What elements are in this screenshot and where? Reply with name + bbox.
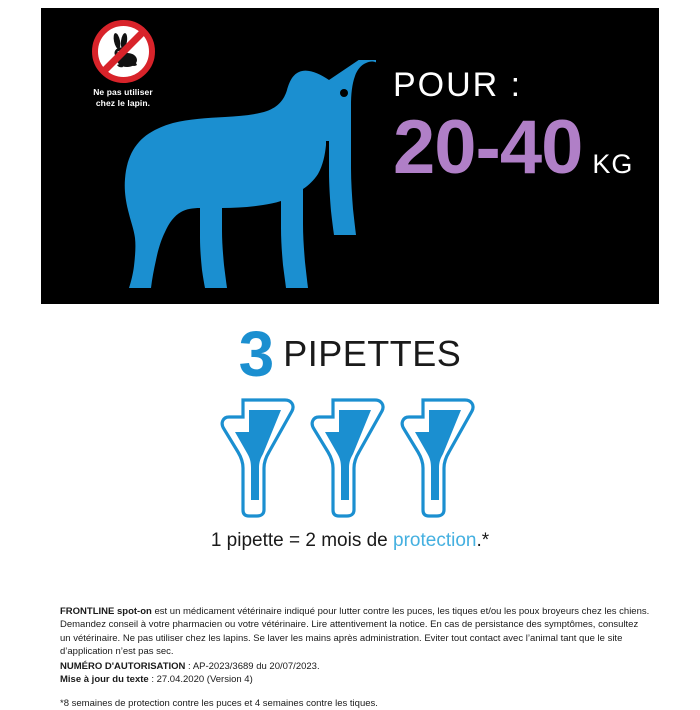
dog-silhouette-icon xyxy=(101,60,376,295)
pipette-caption-highlight: protection xyxy=(393,530,477,551)
hero-panel xyxy=(41,8,659,304)
pipettes-heading xyxy=(0,318,700,390)
pipette-icon xyxy=(399,396,481,518)
legal-text xyxy=(60,605,650,710)
no-rabbit-caption-line1: Ne pas utiliser xyxy=(93,87,153,97)
pipette-caption xyxy=(0,530,700,552)
pipette-label: PIPETTES xyxy=(283,333,462,374)
legal-footnote: *8 semaines de protection contre les puces et 4 semaines contre les tiques. xyxy=(60,697,378,709)
pipette-caption-prefix: 1 pipette = 2 mois de xyxy=(210,530,394,551)
legal-update xyxy=(60,673,650,686)
legal-auth-value: : AP-2023/3689 du 20/07/2023. xyxy=(185,660,320,672)
legal-auth-label: NUMÉRO D'AUTORISATION xyxy=(60,660,186,672)
weight-value: 20-40 xyxy=(393,105,583,190)
legal-update-label: Mise à jour du texte xyxy=(60,674,149,686)
legal-body: est un médicament vétérinaire indiqué pour lutter contre les puces, les tiques et/ou les poux broyeurs chez les chiens. Demandez conseil à votre pharmacien ou votre vétérinaire. Lire attentivement la notice. En cas de persistance des symptômes, consultez un vétérinaire. Ne pas utiliser chez les lapins. Se laver les mains après administration. Eviter tout contact avec l’animal tant que le site d’application n’est pas sec. xyxy=(60,606,650,658)
weight-row xyxy=(393,105,643,190)
legal-brand: FRONTLINE spot-on xyxy=(60,606,152,617)
no-rabbit-caption-line2: chez le lapin. xyxy=(95,97,151,108)
hero-text-block xyxy=(393,66,643,190)
legal-paragraph xyxy=(60,605,650,659)
pipette-row xyxy=(0,396,700,518)
legal-authorisation xyxy=(60,660,650,673)
pipette-caption-suffix: .* xyxy=(476,530,490,551)
weight-unit: KG xyxy=(592,149,634,179)
pipette-icon xyxy=(219,396,301,518)
legal-update-value: : 27.04.2020 (Version 4) xyxy=(148,674,253,686)
pour-label: POUR : xyxy=(393,66,523,104)
pipette-icon xyxy=(309,396,391,518)
pipette-count: 3 xyxy=(238,318,275,390)
